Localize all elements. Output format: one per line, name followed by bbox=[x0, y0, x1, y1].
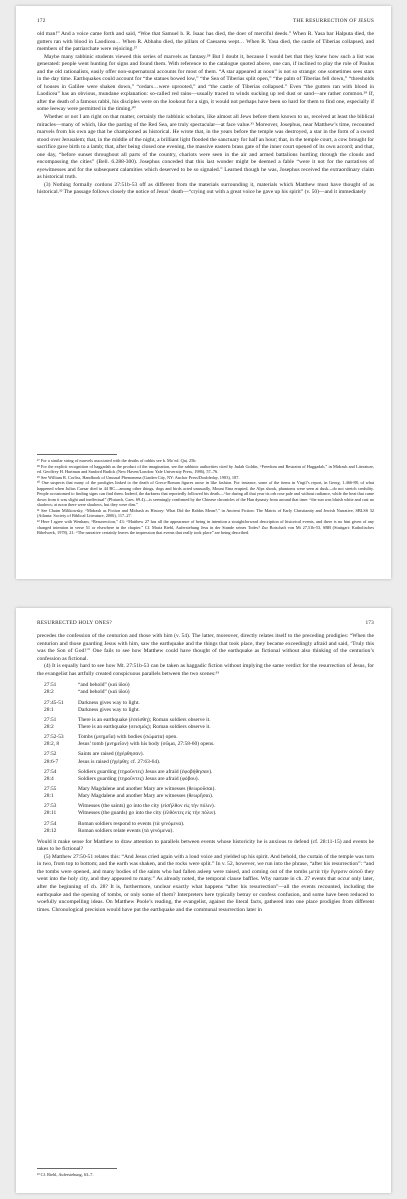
footnote: ³² Here I agree with Wenham, “Resurrection,” 43: “Matthew 27 has all the appearance of being in intention a straightforward description of historical events, and there is no hint given of any changed intention in verse 51 or elsewhere in the chapter.” Cf. Maria Riebl, Auferstehung Jesu in der Stunde seines Todes? Zur Botschaft von Mt 27,51b-53, SBB (Stuttgart: Katholisches Bibelwerk, 1978), 21: “The narrative certainly leaves the impression that events that really took place” are being described. bbox=[37, 519, 374, 536]
paragraph: precedes the confession of the centurion and those with him (v. 54). The latter, moreover, directly relates itself to the preceding prodigies: “When the centurion and those guarding Jesus with him, saw the earthquake and the things that took place, they became exceedingly afraid and said, ‘Truly this was the Son of God!’” One fails to see how Matthew could have thought of the earthquake as fictional without also thinking of the centurion’s confession as fictional. bbox=[37, 633, 374, 662]
parallel-text: Roman soldiers respond to events (τὰ γενόμενα). bbox=[78, 820, 185, 827]
footnote: ³³ Cf. Riebl, Auferstehung, 63–7. bbox=[37, 1172, 94, 1177]
verse-ref: 28:6-7 bbox=[44, 758, 59, 765]
footnote: ²⁷ For a similar string of marvels associated with the deaths of rabbis see b. Moʿed. Qaṭ. 25b. bbox=[37, 458, 197, 463]
parallel-text: Jesus’ tomb (μνημεῖον) with his body (σῶμα, 27:58-60) opens. bbox=[78, 741, 215, 748]
footnotes bbox=[37, 454, 374, 536]
parallel-row bbox=[37, 707, 374, 714]
verse-ref: 28:2 bbox=[44, 689, 54, 696]
body-text bbox=[37, 633, 374, 914]
parallel-text: Witnesses (the saints) go into the city (εἰσῆλθον εἰς τὴν πόλιν). bbox=[78, 803, 216, 810]
parallel-text: Soldiers guarding (τηροῦντες) Jesus are afraid (φόβου). bbox=[78, 775, 199, 782]
parallel-text: Roman soldiers relate events (τὰ γενόμενα). bbox=[78, 827, 174, 834]
parallel-pair bbox=[37, 700, 374, 714]
paragraph: (3) Nothing formally cordons 27:51b-53 off as different from the materials surrounding it, materials which Matthew must have thought of as historical.³² The passage follows closely the notice of Jesus’ death—“crying out with a great voice he gave up his spirit” (v. 50)—and it immediately bbox=[37, 181, 374, 196]
parallel-text: “and behold” (καὶ ἰδού) bbox=[78, 689, 130, 696]
verse-ref: 27:52 bbox=[44, 751, 57, 758]
page-number: 173 bbox=[365, 620, 374, 626]
parallel-row bbox=[37, 759, 374, 766]
verse-ref: 28:1 bbox=[44, 793, 54, 800]
verse-ref: 27:45-51 bbox=[44, 699, 64, 706]
parallel-text: Jesus is raised (ἠγέρθη; cf. 27:63-64). bbox=[78, 758, 161, 765]
verse-ref: 28:2 bbox=[44, 723, 54, 730]
footnote: ²⁸ For the explicit recognition of haggadah as the product of the imagination, see the rabbinic authorities cited by Judah Goldin, “Freedom and Restraint of Haggadah,” in Midrash and Literature, ed. Geoffrey H. Hartman and Sanford Budick (New Haven/London: Yale University Press, 1986), 57–76. bbox=[37, 463, 374, 475]
running-title: RESURRECTED HOLY ONES? bbox=[37, 620, 112, 626]
parallel-row bbox=[37, 793, 374, 800]
verse-ref: 27:51 bbox=[44, 682, 57, 689]
parallel-row bbox=[37, 776, 374, 783]
paragraph: (4) It is equally hard to see how Mt. 27:51b-53 can be taken as haggadic fiction without implying the same verdict for the resurrection of Jesus, for the evangelist has artfully created conspicuous parallels between the two scenes:³³ bbox=[37, 663, 374, 677]
footnote-rule bbox=[37, 1168, 117, 1169]
book-page-173 bbox=[16, 608, 391, 1193]
parallel-text: There is an earthquake (ἐσείσθη); Roman soldiers observe it. bbox=[78, 716, 211, 723]
footnotes bbox=[37, 1168, 374, 1178]
parallel-pair bbox=[37, 821, 374, 835]
parallel-row bbox=[37, 810, 374, 817]
parallel-row bbox=[37, 769, 374, 776]
paragraph: Maybe many rabbinic students viewed this series of marvels as fantasy.²⁸ But I doubt it, because I would bet that they knew how such a list was generated: people went hunting for signs and found them. With reference to the catalogue quoted above, one can, if inclined to play the role of Paulus and the old rationalists, easily offer non-supernatural accounts for most of them. “A star appeared at noon” is not so strange: one sometimes sees stars in the day time. Earthquakes could account for “the statues bowed low,” “the Sea of Tiberias split open,” “the palm of Tiberias fell down,” “thresholds of houses in Galilee were shaken down,” “cedars…were uprooted,” and “the castle of Tiberias collapsed.” Even “the gutters ran with blood in Laodicea” has an obvious, mundane explanation: so-called red rains—usually traced to winds sucking up red dust or sand—are rather common.²⁹ If, after the death of a famous rabbi, his disciples were on the lookout for a sign, it would not perhaps have been so hard for them to find one, especially if some leeway were permitted in the timing.³⁰ bbox=[37, 53, 374, 113]
verse-ref: 27:55 bbox=[44, 785, 57, 792]
verse-ref: 27:54 bbox=[44, 768, 57, 775]
verse-ref: 27:52-53 bbox=[44, 734, 64, 741]
parallel-text: Tombs (μνημεῖα) with bodies (σώματα) open. bbox=[78, 734, 178, 741]
parallel-row bbox=[37, 828, 374, 835]
parallel-row bbox=[37, 689, 374, 696]
parallel-pair bbox=[37, 786, 374, 800]
verse-ref: 28:4 bbox=[44, 775, 54, 782]
running-title: THE RESURRECTION OF JESUS bbox=[292, 18, 374, 24]
verse-ref: 28:1 bbox=[44, 706, 54, 713]
parallel-pair bbox=[37, 803, 374, 817]
parallel-text: Witnesses (the guards) go into the city (ἐλθόντες εἰς τὴν πόλιν). bbox=[78, 810, 217, 817]
parallel-text: “and behold” (καὶ ἰδού) bbox=[78, 682, 130, 689]
verse-ref: 28:12 bbox=[44, 827, 57, 834]
parallel-row bbox=[37, 700, 374, 707]
parallel-text: Darkness gives way to light. bbox=[78, 699, 140, 706]
parallel-pair bbox=[37, 717, 374, 731]
parallel-text: Saints are raised (ἠγέρθησαν). bbox=[78, 751, 144, 758]
verse-ref: 27:53 bbox=[44, 803, 57, 810]
parallel-pair bbox=[37, 682, 374, 696]
parallel-row bbox=[37, 751, 374, 758]
parallel-row bbox=[37, 741, 374, 748]
parallel-row bbox=[37, 724, 374, 731]
paragraph: Would it make sense for Matthew to draw attention to parallels between events whose historicity he is anxious to defend (cf. 28:11-15) and events he takes to be fictional? bbox=[37, 838, 374, 853]
parallel-text: Soldiers guarding (τηροῦντες) Jesus are afraid (ἐφοβήθησαν). bbox=[78, 768, 213, 775]
footnote-rule bbox=[37, 454, 117, 455]
parallel-text: Darkness gives way to light. bbox=[78, 706, 140, 713]
paragraph: Whether or not I am right on that matter, certainly the rabbinic scholars, like almost all Jews before them known to us, received at least the biblical miracles—many of which, like the parting of the Red Sea, are truly spectacular—at face value.³¹ Moreover, Josephus, near Matthew’s time, recounted marvels from his own age that he championed as historical. He wrote that, in the years before the temple was destroyed, a star in the form of a sword stood over Jerusalem; that, in the middle of the night, a brilliant light flooded the sanctuary for half an hour; that, in the temple court, a cow brought for sacrifice gave birth to a lamb; that, after being closed one evening, the massive eastern brass gate of the inner court opened of its own accord; and that, one day, “before sunset throughout all parts of the country, chariots were seen in the air and armed battalions hurtling through the clouds and encompassing the cities” (Bell. 6.288-300). Josephus conceded that this last wonder might be deemed a fable “were it not for the narratives of eyewitnesses and for the subsequent calamities which deserved to be so signaled.” Learned though he was, Josephus received the extraordinary claim as historical truth. bbox=[37, 114, 374, 181]
book-page-172 bbox=[16, 6, 391, 579]
footnote: ²⁹ See William R. Corliss, Handbook of Unusual Phenomena (Garden City, NY: Anchor Press/Doubleday, 1983), 187. bbox=[37, 474, 240, 480]
footnote: ³¹ See Chaim Milikowsky, “Midrash as Fiction and Midrash as History: What Did the Rabbis Mean?,” in Ancient Fiction: The Matrix of Early Christianity and Jewish Narrative, SBLSS 32 (Atlanta: Society of Biblical Literature, 2006), 117–27. bbox=[37, 507, 374, 519]
parallel-text: Mary Magdalene and another Mary are witnesses (θεωροῦσαι). bbox=[78, 785, 216, 792]
verse-ref: 28:11 bbox=[44, 810, 57, 817]
parallel-row bbox=[37, 786, 374, 793]
verse-ref: 27:51 bbox=[44, 716, 57, 723]
parallel-text: There is an earthquake (σεισμός); Roman soldiers observe it. bbox=[78, 723, 211, 730]
verse-ref: 28:2, 8 bbox=[44, 741, 60, 748]
verse-ref: 27:54 bbox=[44, 820, 57, 827]
page-number: 172 bbox=[37, 18, 46, 24]
parallel-pair bbox=[37, 751, 374, 765]
parallel-pair bbox=[37, 769, 374, 783]
parallels-list bbox=[37, 682, 374, 834]
parallel-row bbox=[37, 717, 374, 724]
parallel-row bbox=[37, 821, 374, 828]
footnote: ³⁰ One suspects that many of the prodigies linked to the death of Greco-Roman figures arose in like fashion. For instance, some of the items in Virgil’s report, in Georg. 1.466-88, of what happened when Julius Caesar died in 44 BC—among other things, dogs and birds acted unusually, Mount Etna erupted, the Alps shook, phantoms were seen at dusk—do not stretch credulity. People accustomed to finding signs can find them. Indeed, the darkness that reportedly followed his death—“for during all that year its orb rose pale and without radiance, while the heat that came down from it was slight and ineffectual” (Plutarch, Caes. 69.4)—is seemingly confirmed by the Chinese chronicles of the Han dynasty from around that time: “the sun was bluish white and cast no shadows; at noon there were shadows, but they were dim.” bbox=[37, 480, 374, 508]
parallel-text: Mary Magdalene and another Mary are witnesses (θεωρῆσαι). bbox=[78, 793, 214, 800]
parallel-pair bbox=[37, 734, 374, 748]
body-text bbox=[37, 31, 374, 197]
paragraph: (5) Matthew 27:50-51 relates this: “And Jesus cried again with a loud voice and yielded up his spirit. And behold, the curtain of the temple was torn in two, from top to bottom; and the earth was shaken, and the rocks were split.” In v. 52, however, we run into the phrase, “after his resurrection”: “and the tombs were opened, and many bodies of the saints who had fallen asleep were raised, and coming out of the tombs μετὰ τὴν ἔγερσιν αὐτοῦ they went into the holy city, and they appeared to many.” As already noted, the temporal clause baffles. Why narrate in ch. 27 events that occur only later, after the beginning of ch. 28? It is, furthermore, unclear exactly what happens “after his resurrection”—all the events recounted, including the earthquake and the opening of tombs, or only some of them? Interpreters here typically betray or confess confusion, and some have been reduced to woefully uncompelling ideas. On Matthew Poole’s reading, the evangelist, against the literal facts, gathered into one place prodigies from different times. Chronological precision would have put the earthquake and the communal resurrection later in bbox=[37, 853, 374, 913]
paragraph: old man!” And a voice came forth and said, “Woe that Samuel b. R. Isaac has died, the doer of merciful deeds.” When R. Yasa bar Halputa died, the gutters ran with blood in Laodicea… When R. Abbahu died, the pillars of Caesarea wept… When R. Yasa died, the castle of Tiberias collapsed, and members of the patriarchate were rejoicing.²⁷ bbox=[37, 31, 374, 53]
